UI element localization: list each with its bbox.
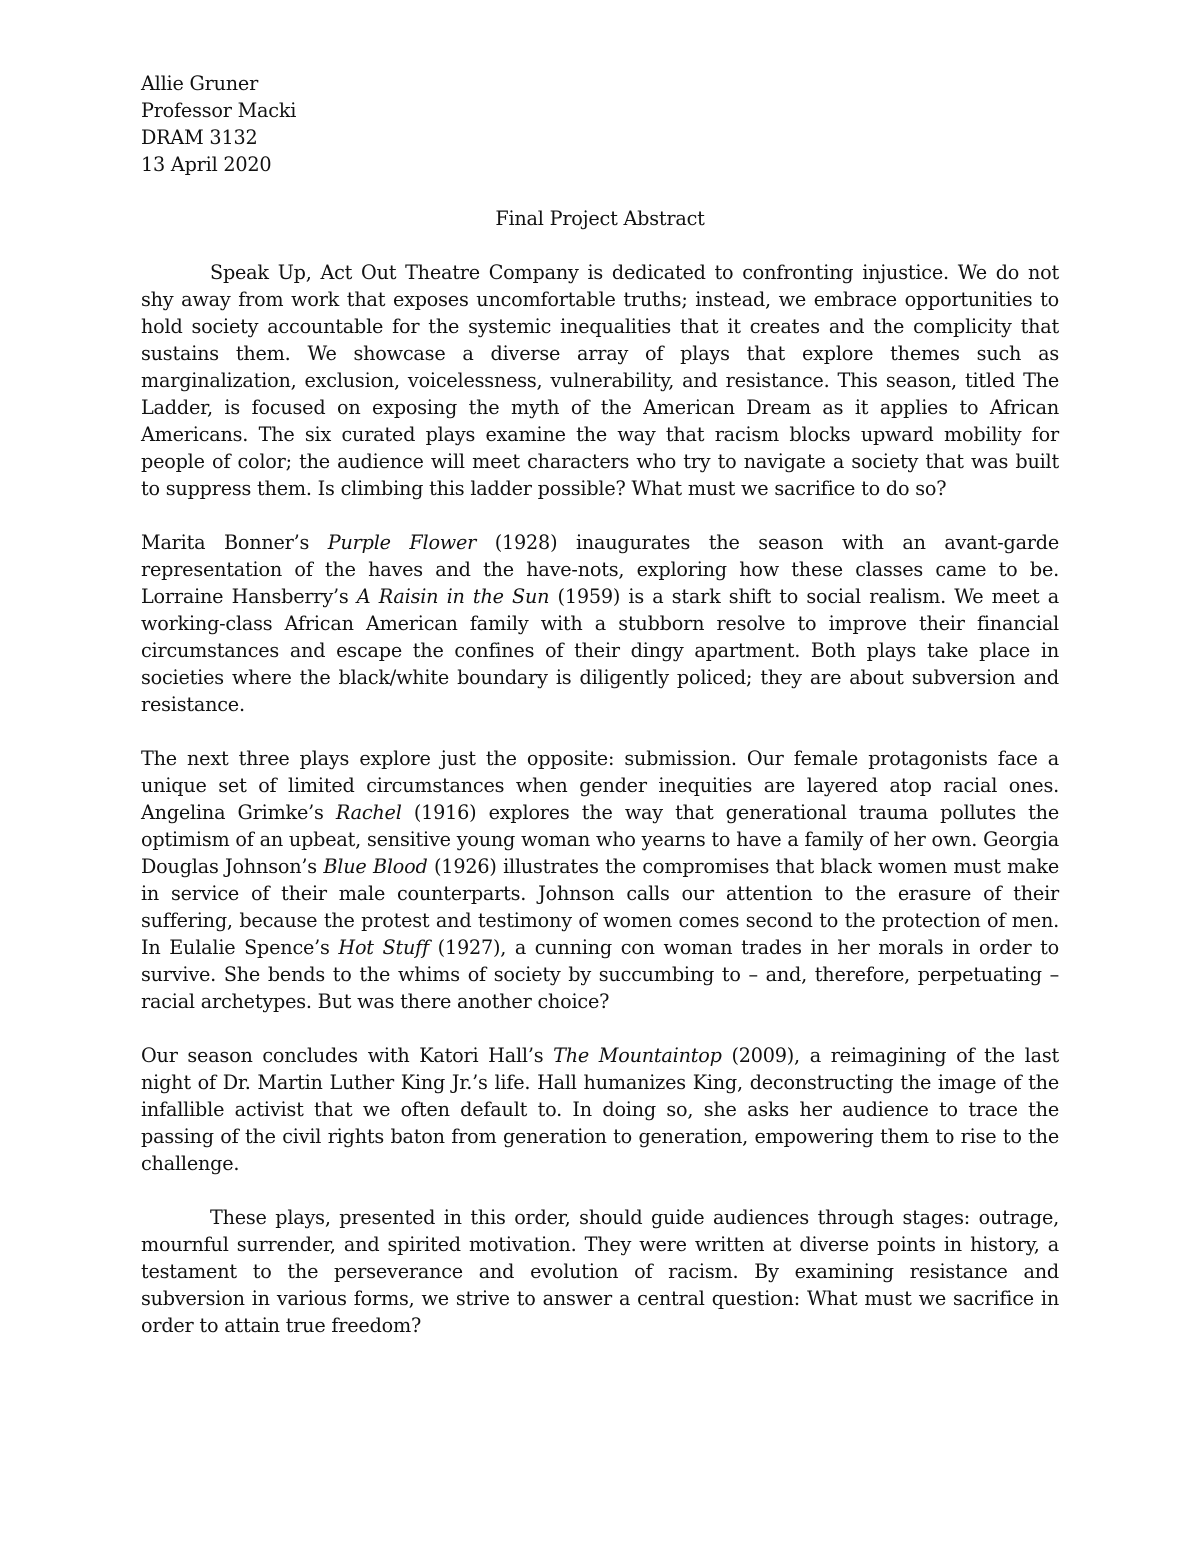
paragraph-intro: Speak Up, Act Out Theatre Company is dedicated to confronting injustice. We do not shy away from work that exposes uncomfortable truths; instead, we embrace opportunities to hold society accountable for the systemic inequalities that it creates and the complicity that sustains them. We showcase a diverse array of plays that explore themes such as marginalization, exclusion, voicelessness, vulnerability, and resistance. This season, titled The Ladder, is focused on exposing the myth of the American Dream as it applies to African Americans. The six curated plays examine the way that racism blocks upward mobility for people of color; the audience will meet characters who try to navigate a society that was built to suppress them. Is climbing this ladder possible? What must we sacrifice to do so? [141, 261, 1059, 500]
play-title-purple-flower: Purple Flower [327, 531, 477, 554]
text-segment: Our season concludes with Katori Hall’s [141, 1044, 554, 1067]
paragraph-resistance-plays [141, 529, 1059, 718]
course-code: DRAM 3132 [141, 126, 258, 149]
text-segment: (1927), a cunning con woman trades in her morals in order to survive. She bends to the whims of society by succumbing to – and, therefore, perpetuating – racial archetypes. But was there another choice? [141, 936, 1059, 1013]
text-segment: (2009), a reimagining of the last night of Dr. Martin Luther King Jr.’s life. Hall humanizes King, deconstructing the image of the infallible activist that we often default to. In doing so, she asks her audience to trace the passing of the civil rights baton from generation to generation, empowering them to rise to the challenge. [141, 1044, 1060, 1175]
play-title-blue-blood: Blue Blood [323, 855, 428, 878]
play-title-rachel: Rachel [335, 801, 402, 824]
paragraph-closing: These plays, presented in this order, should guide audiences through stages: outrage, mournful surrender, and spirited motivation. They were written at diverse points in history, a testament to the perseverance and evolution of racism. By examining resistance and subversion in various forms, we strive to answer a central question: What must we sacrifice in order to attain true freedom? [141, 1206, 1059, 1337]
paragraph-conclusion-play [141, 1042, 1059, 1177]
text-segment: (1926) illustrates the compromises that black women must make in service of their male counterparts. Johnson calls our attention to the erasure of their suffering, because the protest and testimony of women comes second to the protection of men. In Eulalie Spence’s [141, 855, 1059, 959]
document-title: Final Project Abstract [495, 207, 705, 230]
play-title-raisin-in-the-sun: A Raisin in the Sun [356, 585, 550, 608]
document-page [141, 70, 1059, 1366]
document-date: 13 April 2020 [141, 153, 272, 176]
play-title-the-mountaintop: The Mountaintop [553, 1044, 722, 1067]
text-segment: The next three plays explore just the opposite: submission. Our female protagonists face a unique set of limited circumstances when gender inequities are layered atop racial ones. Angelina Grimke’s [141, 747, 1059, 824]
professor-name: Professor Macki [141, 99, 297, 122]
paragraph-submission-plays [141, 745, 1059, 1015]
text-segment: (1928) inaugurates the season with an avant-garde representation of the haves and the have-nots, exploring how these classes came to be. Lorraine Hansberry’s [141, 531, 1060, 608]
text-segment: (1959) is a stark shift to social realism. We meet a working-class African American family with a stubborn resolve to improve their financial circumstances and escape the confines of their dingy apartment. Both plays take place in societies where the black/white boundary is diligently policed; they are about subversion and resistance. [141, 585, 1059, 716]
header-block [141, 70, 1059, 178]
text-segment: (1916) explores the way that generational trauma pollutes the optimism of an upbeat, sensitive young woman who yearns to have a family of her own. Georgia Douglas Johnson’s [141, 801, 1059, 878]
author-name: Allie Gruner [141, 72, 259, 95]
play-title-hot-stuff: Hot Stuff [338, 936, 429, 959]
text-segment: Marita Bonner’s [141, 531, 328, 554]
